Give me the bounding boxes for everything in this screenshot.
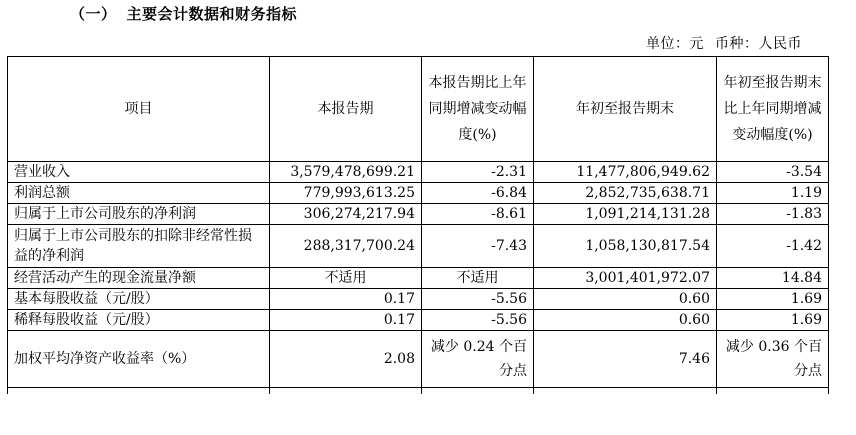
currency-label: 币种：人民币 (715, 36, 802, 52)
row-current-change: -7.43 (422, 225, 534, 268)
row-current: 0.17 (270, 310, 422, 331)
row-current-change: -5.56 (422, 289, 534, 310)
row-ytd-change: 1.69 (717, 289, 829, 310)
row-ytd-change: -1.42 (717, 225, 829, 268)
row-item: 营业收入 (8, 162, 270, 183)
row-ytd: 11,477,806,949.62 (534, 162, 717, 183)
row-current-change: -2.31 (422, 162, 534, 183)
row-ytd: 7.46 (534, 331, 717, 388)
financial-indicators-table (7, 56, 829, 394)
header-item: 项目 (8, 57, 270, 162)
table-header-row (8, 57, 829, 162)
row-current-change: -6.84 (422, 183, 534, 204)
row-current-change: 减少 0.24 个百分点 (422, 331, 534, 388)
row-item: 基本每股收益（元/股） (8, 289, 270, 310)
section-number: （一） (70, 5, 117, 23)
table-row (8, 162, 829, 183)
row-current-change: 不适用 (422, 268, 534, 289)
section-title: 主要会计数据和财务指标 (126, 5, 298, 23)
row-ytd: 3,001,401,972.07 (534, 268, 717, 289)
row-ytd-change: -1.83 (717, 204, 829, 225)
row-ytd-change: 14.84 (717, 268, 829, 289)
row-item: 归属于上市公司股东的扣除非经常性损益的净利润 (8, 225, 270, 268)
row-current-change: -8.61 (422, 204, 534, 225)
row-item: 归属于上市公司股东的净利润 (8, 204, 270, 225)
row-ytd-change: 1.69 (717, 310, 829, 331)
row-current: 306,274,217.94 (270, 204, 422, 225)
header-ytd-change: 年初至报告期末比上年同期增减变动幅度(%) (717, 57, 829, 162)
row-item: 利润总额 (8, 183, 270, 204)
row-item: 加权平均净资产收益率（%） (8, 331, 270, 388)
row-item: 经营活动产生的现金流量净额 (8, 268, 270, 289)
row-current: 288,317,700.24 (270, 225, 422, 268)
row-ytd: 2,852,735,638.71 (534, 183, 717, 204)
row-ytd: 1,058,130,817.54 (534, 225, 717, 268)
row-ytd-change: -3.54 (717, 162, 829, 183)
row-current-change: -5.56 (422, 310, 534, 331)
table-row (8, 268, 829, 289)
table-row (8, 225, 829, 268)
header-current-period: 本报告期 (270, 57, 422, 162)
row-ytd: 0.60 (534, 310, 717, 331)
header-current-change: 本报告期比上年同期增减变动幅度(%) (422, 57, 534, 162)
row-current: 779,993,613.25 (270, 183, 422, 204)
row-current: 0.17 (270, 289, 422, 310)
row-current: 不适用 (270, 268, 422, 289)
unit-label: 单位：元 (646, 36, 705, 52)
row-current: 3,579,478,699.21 (270, 162, 422, 183)
section-heading (70, 3, 297, 24)
header-ytd: 年初至报告期末 (534, 57, 717, 162)
table-row-cut (8, 388, 829, 395)
row-ytd-change: 1.19 (717, 183, 829, 204)
table-row (8, 183, 829, 204)
table-row (8, 204, 829, 225)
table-row (8, 289, 829, 310)
row-current: 2.08 (270, 331, 422, 388)
row-ytd: 1,091,214,131.28 (534, 204, 717, 225)
table-row (8, 331, 829, 388)
table-row (8, 310, 829, 331)
row-item: 稀释每股收益（元/股） (8, 310, 270, 331)
row-ytd: 0.60 (534, 289, 717, 310)
unit-currency-line (640, 33, 802, 53)
row-ytd-change: 减少 0.36 个百分点 (717, 331, 829, 388)
